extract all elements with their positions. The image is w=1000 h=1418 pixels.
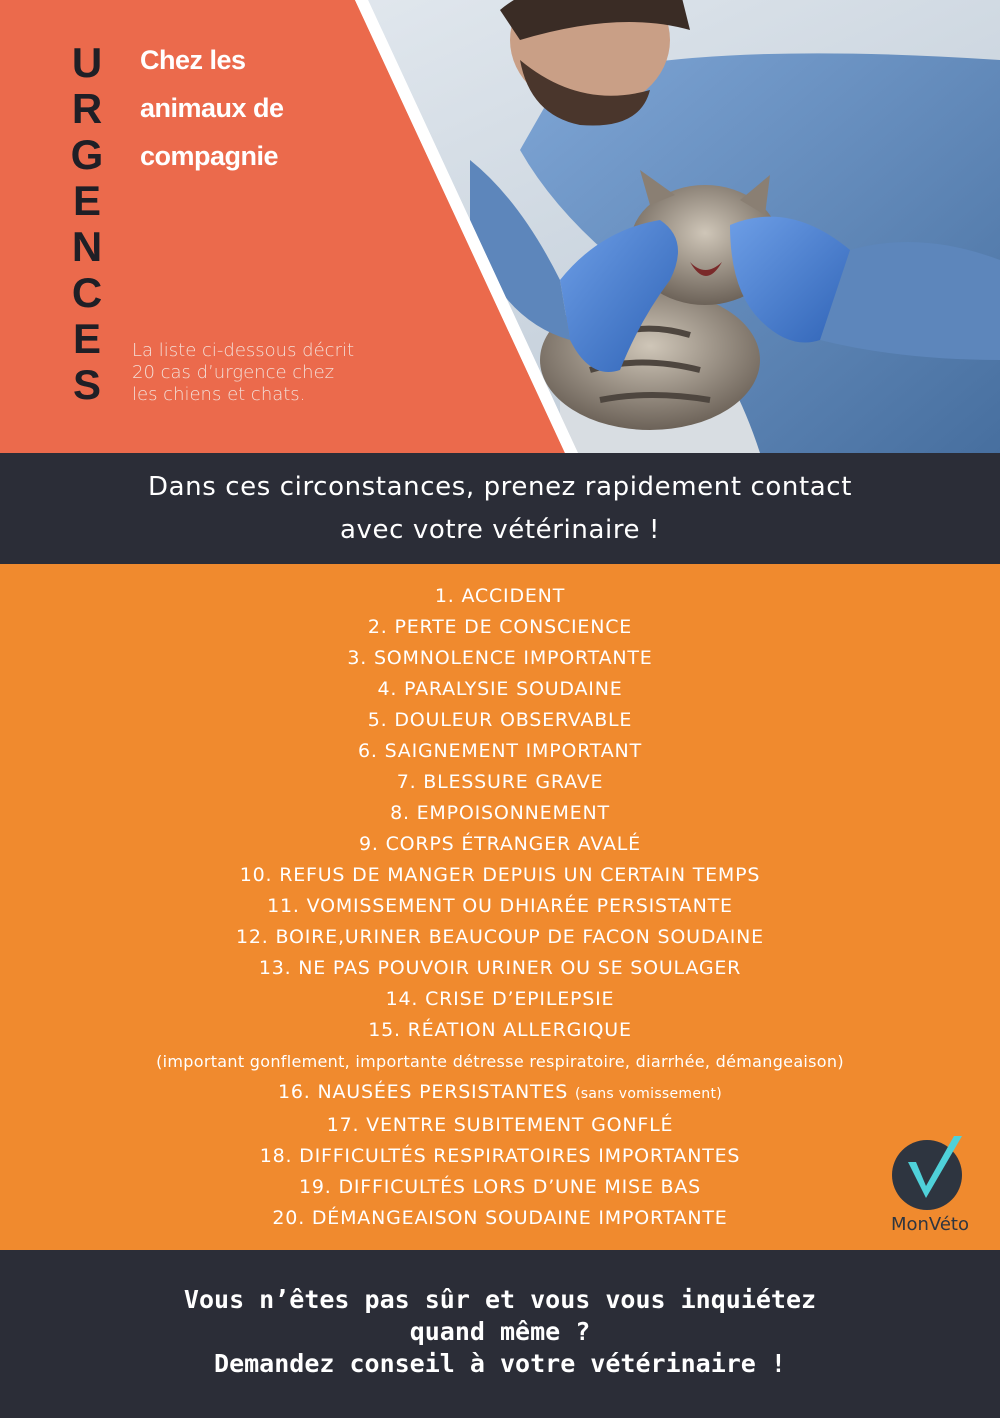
emergency-item: 3. SOMNOLENCE IMPORTANTE (347, 647, 653, 669)
emergency-item: 20. DÉMANGEAISON SOUDAINE IMPORTANTE (272, 1207, 728, 1229)
hero-subtitle-line: compagnie (140, 141, 279, 171)
hero-section (0, 0, 1000, 453)
emergency-item: 8. EMPOISONNEMENT (390, 802, 610, 824)
urgences-letter: C (71, 269, 103, 316)
urgences-letter: N (71, 223, 103, 270)
emergency-item: 19. DIFFICULTÉS LORS D’UNE MISE BAS (299, 1176, 701, 1198)
emergency-item: 2. PERTE DE CONSCIENCE (367, 616, 633, 638)
advice-banner (0, 1250, 1000, 1418)
advice-line: Demandez conseil à votre vétérinaire ! (214, 1349, 786, 1378)
hero-subtitle (140, 36, 370, 180)
banner-line: Dans ces circonstances, prenez rapidement contact (148, 472, 852, 502)
emergency-item: 6. SAIGNEMENT IMPORTANT (358, 740, 642, 762)
emergency-item: 14. CRISE D’EPILEPSIE (385, 988, 615, 1010)
emergency-list (0, 581, 1000, 1234)
emergency-item-note: (important gonflement, importante détresse respiratoire, diarrhée, démangeaison) (156, 1052, 844, 1071)
emergency-item: 18. DIFFICULTÉS RESPIRATOIRES IMPORTANTES (259, 1145, 741, 1167)
contact-vet-banner (0, 453, 1000, 564)
monveto-logo (868, 1132, 988, 1244)
emergency-item-note: (sans vomissement) (574, 1086, 722, 1102)
hero-description-line: 20 cas d’urgence chez (132, 362, 335, 383)
emergency-item: 9. CORPS ÉTRANGER AVALÉ (359, 833, 641, 855)
emergency-item: 1. ACCIDENT (434, 585, 566, 607)
emergency-item: 12. BOIRE,URINER BEAUCOUP DE FACON SOUDAINE (236, 926, 764, 948)
urgences-letter: E (72, 177, 101, 224)
emergency-item: 11. VOMISSEMENT OU DHIARÉE PERSISTANTE (267, 895, 733, 917)
logo-text: MonVéto (890, 1214, 969, 1235)
emergency-item: 17. VENTRE SUBITEMENT GONFLÉ (326, 1114, 674, 1136)
emergency-list-section (0, 564, 1000, 1250)
emergency-item: 7. BLESSURE GRAVE (396, 771, 604, 793)
hero-description (132, 340, 432, 406)
hero-subtitle-line: animaux de (140, 93, 284, 123)
urgences-letter: G (70, 131, 104, 178)
urgences-letter: E (72, 315, 101, 362)
urgences-letter: S (72, 361, 101, 408)
banner-line: avec votre vétérinaire ! (339, 515, 661, 545)
hero-description-line: La liste ci-dessous décrit (132, 340, 355, 361)
emergency-item (0, 1077, 1000, 1110)
urgences-letter: R (71, 85, 103, 132)
hero-description-line: les chiens et chats. (132, 384, 306, 405)
emergency-item: 15. RÉATION ALLERGIQUE (368, 1019, 632, 1041)
emergency-item-label: 16. NAUSÉES PERSISTANTES (277, 1081, 569, 1103)
urgences-letter: U (71, 39, 103, 86)
emergency-item: 13. NE PAS POUVOIR URINER OU SE SOULAGER (258, 957, 742, 979)
advice-line: Vous n’êtes pas sûr et vous vous inquiétez (183, 1285, 817, 1314)
hero-subtitle-line: Chez les (140, 45, 246, 75)
emergency-item: 10. REFUS DE MANGER DEPUIS UN CERTAIN TEMPS (239, 864, 761, 886)
urgences-vertical-title (64, 40, 110, 408)
checkmark-icon (892, 1132, 972, 1214)
advice-line: quand même ? (409, 1317, 591, 1346)
emergency-item: 5. DOULEUR OBSERVABLE (367, 709, 633, 731)
emergency-item: 4. PARALYSIE SOUDAINE (377, 678, 623, 700)
